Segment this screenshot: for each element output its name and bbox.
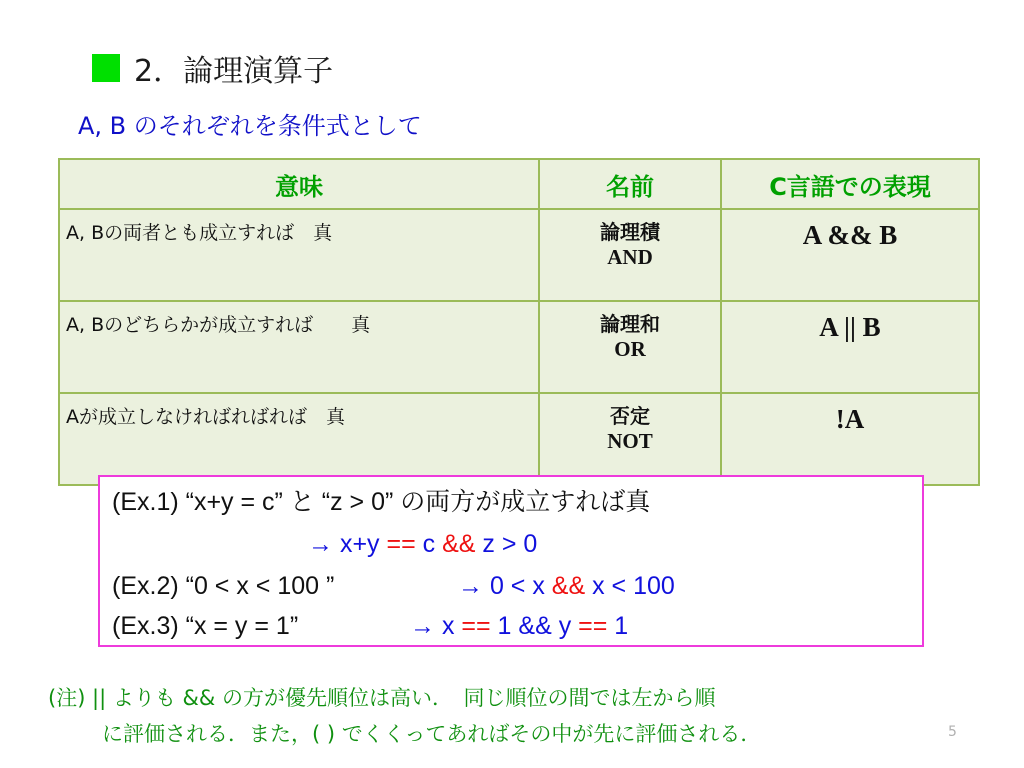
operator-name-en: AND [607, 245, 653, 269]
cell-meaning: A, Bのどちらかが成立すれば 真 [59, 301, 539, 393]
slide-title-text: 2．論理演算子 [134, 54, 334, 89]
equality-operator: == [461, 612, 491, 640]
example-2 [112, 571, 675, 601]
table-row [59, 301, 979, 393]
expr-part: x [435, 612, 462, 640]
expr-part: x < 100 [585, 572, 675, 600]
expr-part: x+y [333, 530, 387, 558]
operator-name-en: NOT [607, 429, 653, 453]
expr-part: c [415, 530, 443, 558]
example-1: (Ex.1) “x+y = c” と “z > 0” の両方が成立すれば真 [112, 488, 651, 516]
expr-part: && y [518, 612, 579, 640]
equality-operator: == [578, 612, 608, 640]
operator-name-jp: 論理和 [600, 312, 660, 336]
equality-operator: == [386, 530, 416, 558]
header-name: 名前 [539, 159, 721, 209]
logical-operators-table [58, 158, 980, 486]
note [48, 680, 761, 752]
cell-name [539, 393, 721, 485]
cell-expression [721, 209, 979, 301]
example-2-label: (Ex.2) “0 < x < 100 ” [112, 572, 335, 600]
expr-part: 1 [490, 612, 519, 640]
slide-title [92, 46, 333, 90]
note-line-2: に評価される．また，( ) でくくってあればその中が先に評価される． [102, 722, 762, 746]
table-row [59, 209, 979, 301]
cell-name [539, 209, 721, 301]
example-1-result [308, 529, 537, 559]
operator-name-jp: 論理積 [600, 220, 660, 244]
c-expression: A && B [802, 220, 898, 250]
example-3 [112, 611, 629, 641]
cell-expression [721, 301, 979, 393]
operator-name-en: OR [614, 337, 646, 361]
c-expression: !A [835, 404, 865, 434]
c-expression: A || B [819, 312, 881, 342]
and-operator: && [442, 530, 476, 558]
expr-part: 1 [607, 612, 629, 640]
cell-name [539, 301, 721, 393]
and-operator: && [551, 572, 586, 600]
subtitle: A, B のそれぞれを条件式として [78, 112, 422, 140]
expr-part: 0 < x [483, 572, 552, 600]
page-number: 5 [948, 724, 957, 740]
arrow-right-icon: → [308, 530, 333, 558]
header-c-expression: C言語での表現 [721, 159, 979, 209]
example-3-result [410, 611, 628, 641]
note-line-1: (注) || よりも && の方が優先順位は高い． 同じ順位の間では左から順 [48, 686, 716, 710]
cell-meaning: A, Bの両者とも成立すれば 真 [59, 209, 539, 301]
operator-name-jp: 否定 [610, 404, 650, 428]
header-meaning: 意味 [59, 159, 539, 209]
cell-expression [721, 393, 979, 485]
table-header-row [59, 159, 979, 209]
table-row [59, 393, 979, 485]
example-2-result [458, 571, 675, 601]
arrow-right-icon: → [458, 572, 483, 600]
examples-box [98, 475, 924, 647]
green-square-bullet-icon [92, 54, 120, 82]
example-3-label: (Ex.3) “x = y = 1” [112, 612, 299, 640]
cell-meaning: Aが成立しなければればれば 真 [59, 393, 539, 485]
arrow-right-icon: → [410, 612, 435, 640]
expr-part: z > 0 [475, 530, 538, 558]
